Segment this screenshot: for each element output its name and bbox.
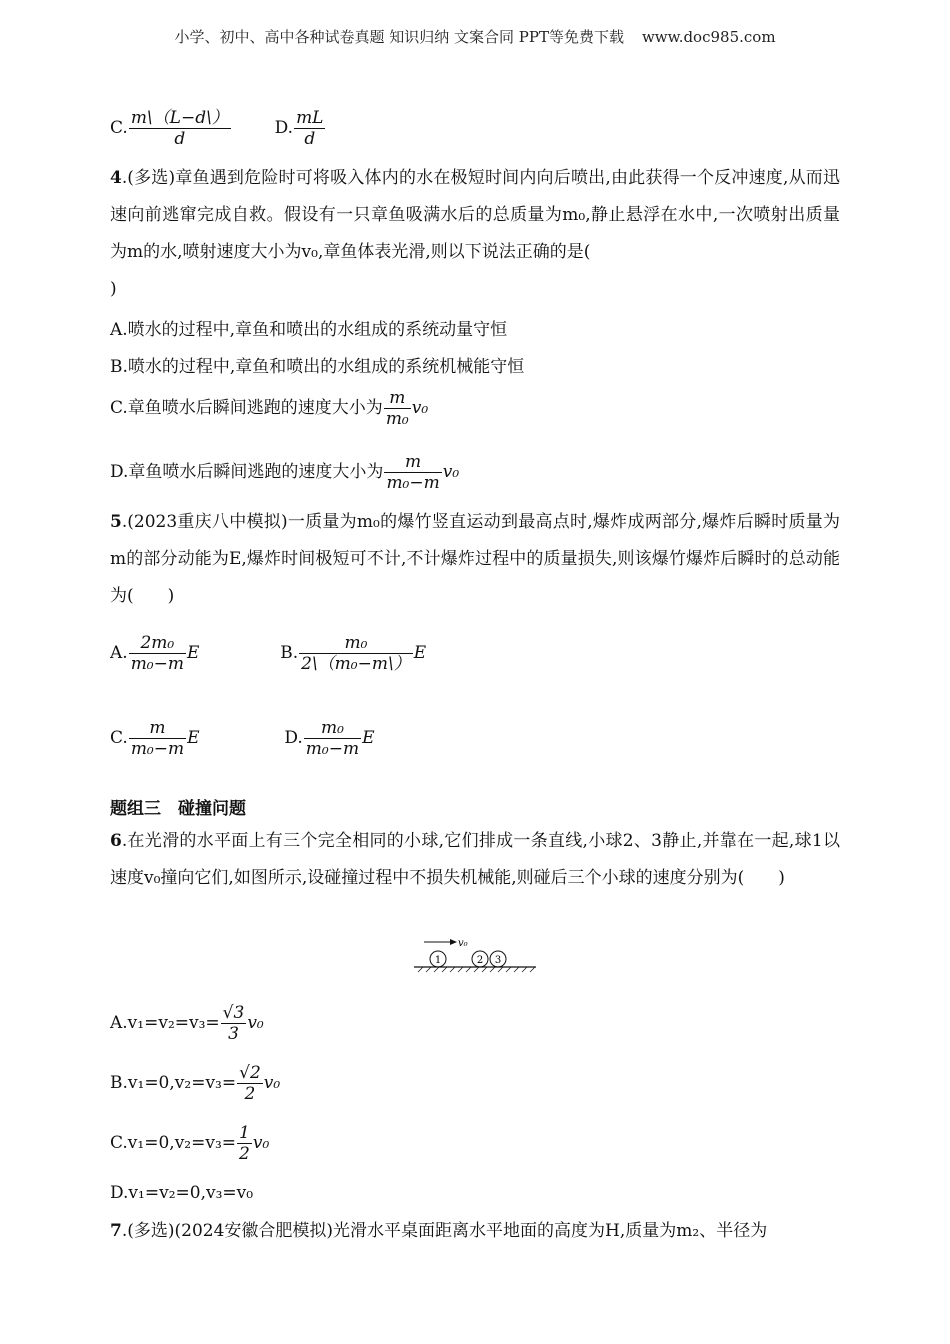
q4-option-b: B.喷水的过程中,章鱼和喷出的水组成的系统机械能守恒 xyxy=(110,357,525,377)
header-text: 小学、初中、高中各种试卷真题 知识归纳 文案合同 PPT等免费下载 xyxy=(174,28,624,46)
q3-option-d-label: D. xyxy=(274,118,294,138)
q4-option-a: A.喷水的过程中,章鱼和喷出的水组成的系统动量守恒 xyxy=(110,320,508,340)
collision-figure xyxy=(410,934,540,974)
q7-stem: 7.(多选)(2024安徽合肥模拟)光滑水平桌面距离水平地面的高度为H,质量为m₂、半径为 xyxy=(110,1221,768,1241)
q6-option-b: B.v₁=0,v₂=v₃= $\frac{√2}{2}$ v₀ xyxy=(110,1063,281,1104)
svg-text:3: 3 xyxy=(494,955,502,966)
q3-options xyxy=(110,108,326,149)
q6-option-d: D.v₁=v₂=0,v₃=v₀ xyxy=(110,1183,254,1203)
q6-stem: 6.在光滑的水平面上有三个完全相同的小球,它们排成一条直线,小球2、3静止,并靠在一起,球1以速度v₀撞向它们,如图所示,设碰撞过程中不损失机械能,则碰后三个小球的速度分别为( ) xyxy=(110,831,840,888)
q3-option-d-fraction: $\frac{mL}{d}$ xyxy=(296,108,324,149)
q4-stem: 4.(多选)章鱼遇到危险时可将吸入体内的水在极短时间内向后喷出,由此获得一个反冲速度,从而迅速向前逃窜完成自救。假设有一只章鱼吸满水后的总质量为m₀,静止悬浮在水中,一次喷射出质量为m的水,喷射速度大小为v₀,章鱼体表光滑,则以下说法正确的是( xyxy=(110,168,840,262)
ground-hatching xyxy=(418,967,535,972)
q4-close-paren: ) xyxy=(110,279,117,299)
q3-option-c-fraction: $\frac{m\backslash(L-d\backslash)}{d}$ xyxy=(130,108,229,149)
q4-option-c: C.章鱼喷水后瞬间逃跑的速度大小为 $\frac{m}{\text{m₀}}$ v₀ xyxy=(110,388,429,429)
q5-stem: 5.(2023重庆八中模拟)一质量为m₀的爆竹竖直运动到最高点时,爆炸成两部分,爆炸后瞬时质量为m的部分动能为E,爆炸时间极短可不计,不计爆炸过程中的质量损失,则该爆竹爆炸后瞬时的总动能为( ) xyxy=(110,512,840,606)
section-title: 题组三 碰撞问题 xyxy=(110,799,246,819)
q6-option-a: A.v₁=v₂=v₃= $\frac{√3}{3}$ v₀ xyxy=(110,1003,264,1044)
velocity-arrow-head xyxy=(450,939,457,945)
q5-options-cd: C. $\frac{m}{\text{m₀−m}}$ E D. $\frac{\text{m₀}}{\text{m₀−m}}$ E xyxy=(110,718,375,759)
header-site: www.doc985.com xyxy=(641,28,776,46)
q4-option-d: D.章鱼喷水后瞬间逃跑的速度大小为 $\frac{m}{\text{m₀−m}}$ v₀ xyxy=(110,452,460,493)
velocity-label: v₀ xyxy=(458,938,468,949)
page-header xyxy=(0,26,950,47)
q6-option-c: C.v₁=0,v₂=v₃= $\frac{1}{2}$ v₀ xyxy=(110,1123,270,1164)
q5-options-ab: A. $\frac{\text{2m₀}}{\text{m₀−m}}$ E B. $\frac{\text{m₀}}{\text{2\textbackslash{}（m₀−m\textbackslash{}）}}$ E xyxy=(110,633,427,674)
q3-option-c-label: C. xyxy=(110,118,128,138)
svg-text:1: 1 xyxy=(434,955,442,966)
svg-text:2: 2 xyxy=(476,955,484,966)
